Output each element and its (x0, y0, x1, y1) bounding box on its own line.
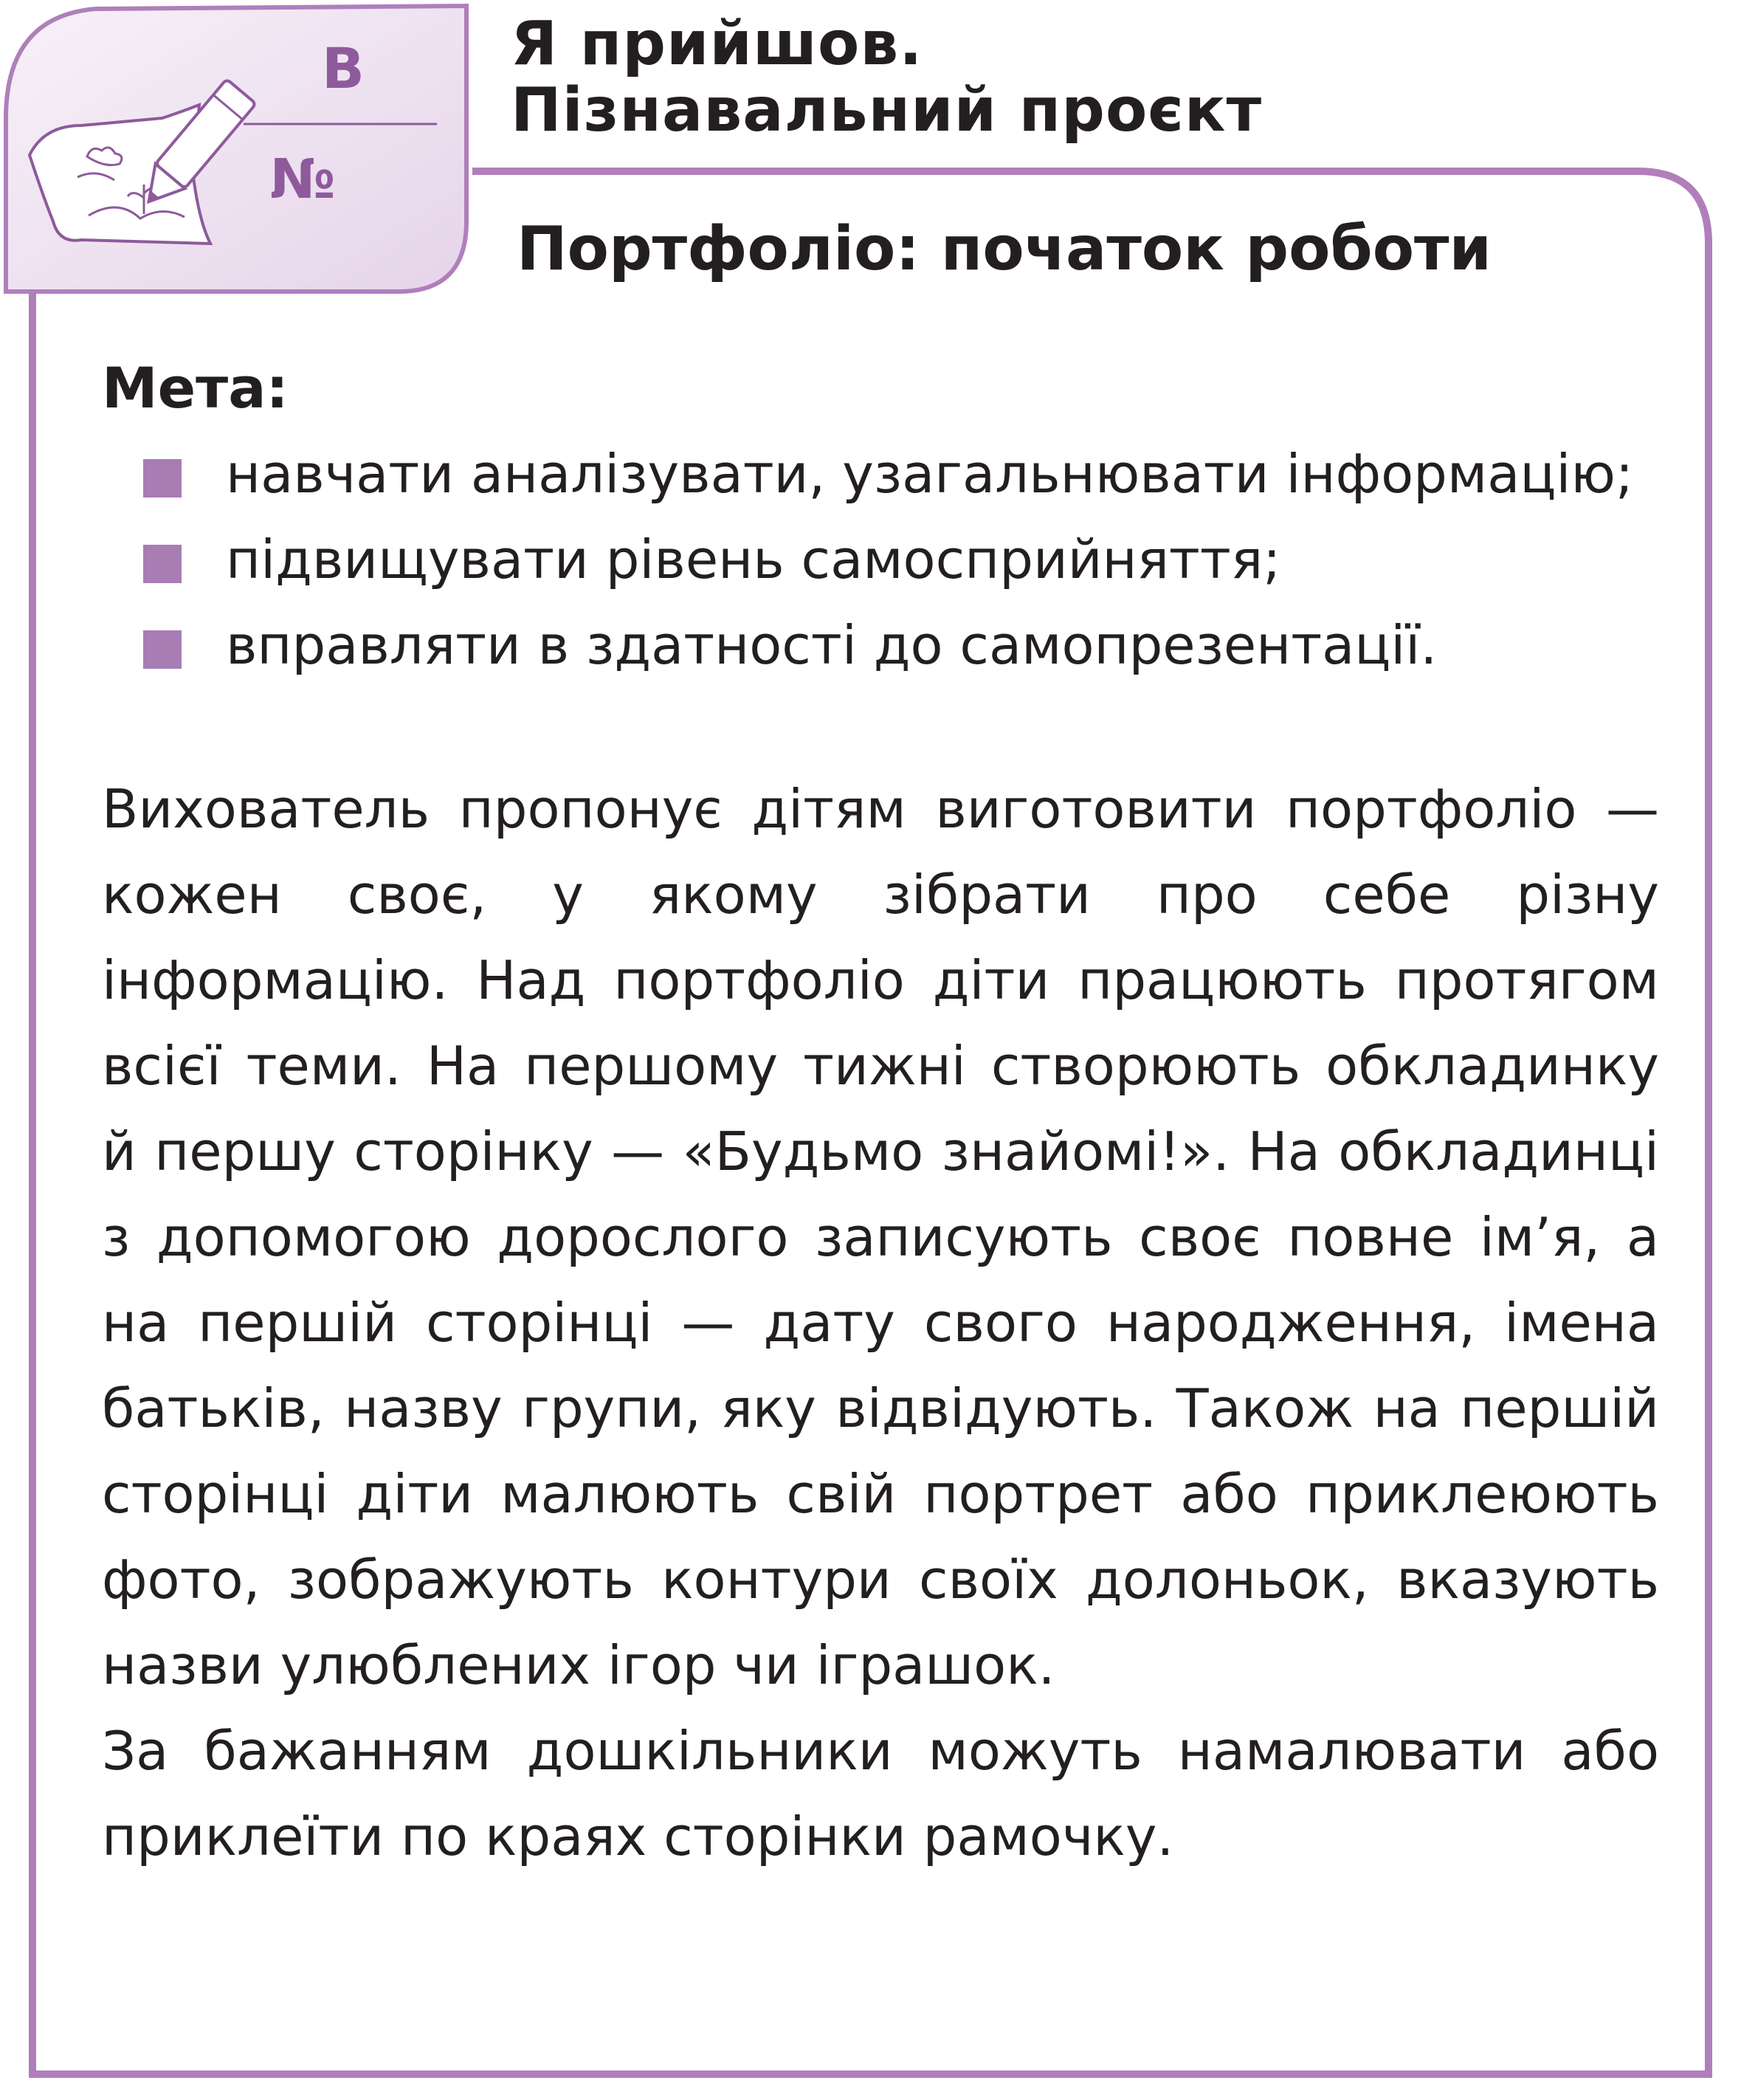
tab-top-label: В (322, 35, 365, 101)
goal-item (102, 431, 1659, 517)
goal-heading: Мета: (102, 355, 289, 421)
section-title-line1: Я прийшов. (511, 9, 923, 79)
description-paragraph: За бажанням дошкільники можуть намалювати або приклеїти по краях сторінки рамочку. (102, 1720, 1659, 1867)
goal-list (102, 431, 1659, 688)
square-bullet-icon (143, 545, 182, 583)
goal-item-text: вправляти в здатності до самопрезентації. (226, 614, 1438, 676)
activity-title: Портфоліо: початок роботи (517, 214, 1492, 284)
goal-item-text: навчати аналізувати, узагальнювати інформацію; (226, 443, 1634, 505)
description (102, 766, 1659, 1879)
content-body (102, 345, 1659, 1879)
square-bullet-icon (143, 459, 182, 498)
section-title-line2: Пізнавальний проєкт (511, 75, 1263, 145)
square-bullet-icon (143, 630, 182, 669)
goal-item (102, 602, 1659, 688)
tab-number-label: № (269, 148, 336, 211)
description-paragraph: Вихователь пропонує дітям виготовити портфоліо — кожен своє, у якому зібрати про себе різну інформацію. Над портфоліо діти працюють протягом всієї теми. На першому тижні створюють обкладинку й першу сторінку — «Будьмо знайомі!». На обкладинці з допомогою дорослого записують своє повне ім’я, а на першій сторінці — дату свого народження, імена батьків, назву групи, яку відвідують. Також на першій сторінці діти малюють свій портрет або приклеюють фото, зображують контури своїх долоньок, вказують назви улюблених ігор чи іграшок. (102, 778, 1659, 1696)
goal-item (102, 517, 1659, 602)
goal-item-text: підвищувати рівень самосприйняття; (226, 529, 1281, 591)
